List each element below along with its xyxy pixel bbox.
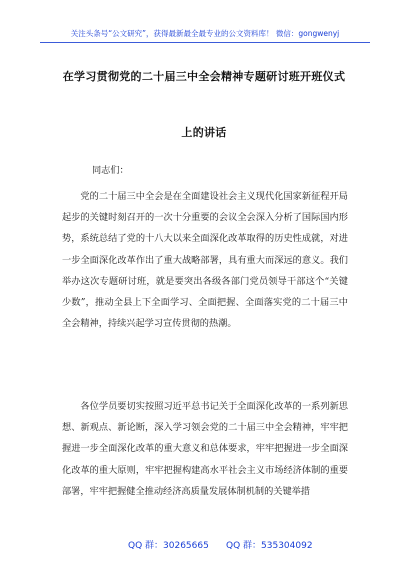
footer — [0, 538, 408, 552]
salutation: 同志们： — [92, 165, 129, 176]
footer-qq-group-1: QQ 群：30265665 — [128, 541, 209, 551]
document-title-line-2: 上的讲话 — [181, 126, 227, 139]
document-title-line-1: 在学习贯彻党的二十届三中全会精神专题研讨班开班仪式 — [62, 70, 346, 83]
body-paragraph-1: 党的二十届三中全会是在全面建设社会主义现代化国家新征程开局起步的关键时刻召开的一次十分重要的会议全会深入分析了国际国内形势，系统总结了党的十八大以来全面深化改革取得的历史性成就，对进一步全面深化改革作出了重大战略部署，具有重大而深远的意义。我们举办这次专题研讨班，就是要突出各级各部门党员领导干部这个“关键少数”，推动全县上下全面学习、全面把握、全面落实党的二十届三中全会精神，持续兴起学习宣传贯彻的热潮。 — [62, 191, 348, 330]
header-divider — [40, 42, 370, 43]
body-paragraph-2: 各位学员要切实按照习近平总书记关于全面深化改革的一系列新思想、新观点、新论断，深入学习领会党的二十届三中全会精神，牢牢把握进一步全面深化改革的重大意义和总体要求，牢牢把握进一步全面深化改革的重大原则，牢牢把握构建高水平社会主义市场经济体制的重要部署，牢牢把握健全推动经济高质量发展体制机制的关键举措 — [62, 401, 348, 497]
header-notice: 关注头条号“公文研究”，获得最新最全最专业的公文资料库！ 微信：gongwenyj — [70, 29, 340, 38]
footer-qq-group-2: QQ 群：535304092 — [226, 541, 313, 551]
